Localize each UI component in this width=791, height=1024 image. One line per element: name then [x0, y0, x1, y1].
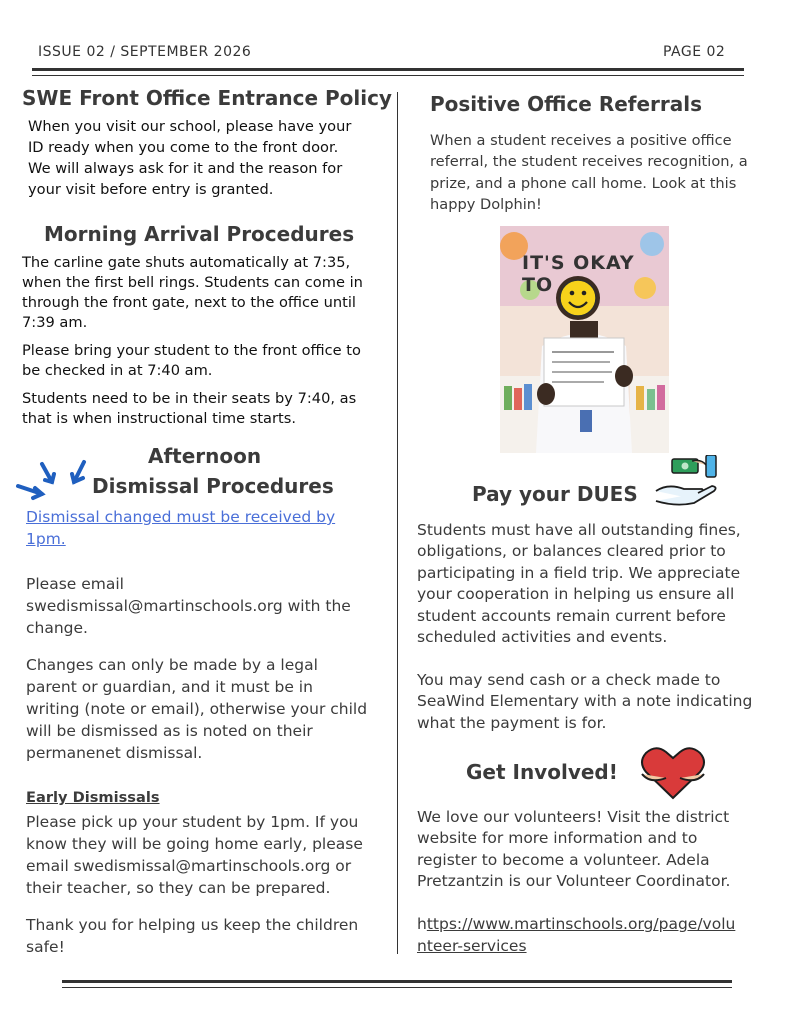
dismissal-changes-text: Changes can only be made by a legal parent or guardian, and it must be in writing (note or email), otherwise your child will be dismissed as is noted on their permanenet dismissal. [26, 656, 368, 762]
get-involved-title: Get Involved! [466, 760, 618, 784]
student-photo [500, 226, 669, 453]
photo-sign-text: IT'S OKAY TO [522, 252, 635, 296]
dues-payment-text: You may send cash or a check made to SeaWind Elementary with a note indicating what the payment is for. [417, 671, 753, 732]
column-divider [397, 92, 398, 954]
referrals-title: Positive Office Referrals [430, 92, 703, 116]
early-dismissals-text: Please pick up your student by 1pm. If you know they will be going home early, please email swedismissal@martinschools.org or their teacher, so they can be prepared. [26, 813, 363, 897]
dues-policy-text: Students must have all outstanding fines, obligations, or balances cleared prior to participating in a field trip. We appreciate your cooperation in helping us ensure all student accounts remain current before scheduled activities and events. [417, 521, 741, 647]
entrance-policy-text: When you visit our school, please have your ID ready when you come to the front door. We will always ask for it and the reason for your visit before entry is granted. [28, 118, 352, 198]
hand-money-icon [654, 455, 722, 511]
thank-you-text: Thank you for helping us keep the children safe! [26, 916, 359, 956]
morning-arrival-title: Morning Arrival Procedures [44, 222, 355, 246]
referrals-text: When a student receives a positive office referral, the student receives recognition, a prize, and a phone call home. Look at this happy Dolphin! [430, 132, 748, 213]
afternoon-title-line2: Dismissal Procedures [92, 474, 334, 498]
dismissal-deadline-link[interactable]: Dismissal changed must be received by 1pm. [26, 508, 336, 548]
entrance-policy-title: SWE Front Office Entrance Policy [22, 86, 392, 110]
dismissal-email-text: Please email swedismissal@martinschools.org with the change. [26, 575, 351, 637]
afternoon-title-line1: Afternoon [148, 444, 262, 468]
footer-rule [62, 980, 732, 983]
header-rule-thin [32, 75, 744, 76]
dues-title: Pay your DUES [472, 482, 638, 506]
early-dismissals-heading: Early Dismissals [26, 789, 160, 806]
issue-label: ISSUE 02 / SEPTEMBER 2026 [38, 44, 252, 60]
pointing-arrows-icon [14, 456, 92, 502]
header-rule [32, 68, 744, 71]
page-number: PAGE 02 [663, 44, 726, 60]
volunteer-url-link[interactable]: https://www.martinschools.org/page/volu nteer-services [417, 915, 736, 955]
get-involved-text: We love our volunteers! Visit the district website for more information and to register to become a volunteer. Adela Pretzantzin is our Volunteer Coordinator. [417, 808, 731, 891]
footer-rule-thin [62, 987, 732, 988]
heart-hug-icon [636, 744, 710, 802]
morning-arrival-text: The carline gate shuts automatically at 7:35, when the first bell rings. Students can come in through the front gate, next to the office until 7:39 am. Please bring your student to the front office to be checked in at 7:40 am. Students need to be in their seats by 7:40, as that is when instructional time starts. [22, 254, 363, 427]
